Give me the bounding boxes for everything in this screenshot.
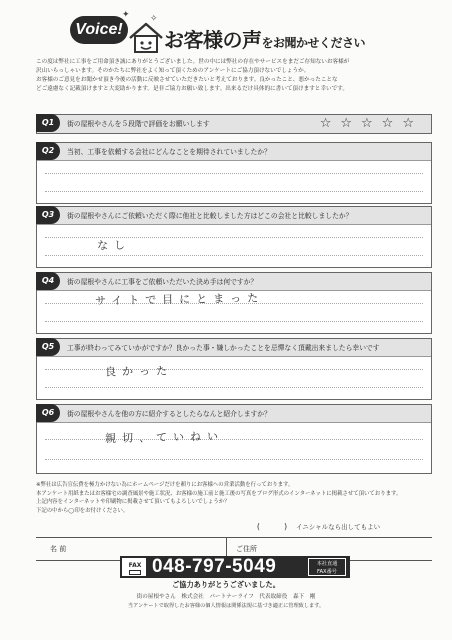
fax-bar — [120, 556, 350, 578]
rating-stars[interactable]: ☆☆☆☆☆ — [319, 116, 423, 131]
answer-line — [45, 387, 423, 388]
answer-line — [45, 459, 423, 460]
voice-badge: Voice! — [70, 16, 128, 44]
question-number: Q2 — [36, 142, 60, 160]
question-text: 街の屋根やさんにご依頼いただく際に他社と比較しました方はどこの会社と比較しましたか？ — [67, 212, 353, 220]
note-line: 上記内容をインターネットや印刷物に掲載させて頂いてもよろしいでしょうか？ — [36, 499, 230, 506]
thanks-message: ご協力ありがとうございました。 — [172, 580, 280, 589]
question-1 — [36, 114, 432, 134]
question-text: 工事が終わってみていかがですか？良かった事・嫌しかったことを忌憚なく頂戴出来ましたら幸いです — [67, 344, 380, 352]
answer-text[interactable]: サイトで目にとまった — [94, 291, 265, 308]
privacy-note: 当アンケートで取得したお客様の個人情報は関係法規に基づき適正に管理致します。 — [127, 603, 325, 609]
note-line: 本アンケート用紙またはお客様宅の調査風景や施工状況、お客様の施工前と施工後の写真をブログ形式のインターネットに掲載させて頂いております。 — [36, 490, 402, 497]
question-number: Q1 — [36, 114, 60, 132]
question-4 — [36, 272, 432, 334]
question-text: 街の屋根やさんに工事をご依頼いただいた決め手は何ですか？ — [67, 278, 258, 286]
answer-text[interactable]: 良かった — [104, 364, 174, 379]
question-3 — [36, 206, 432, 268]
question-header — [37, 405, 431, 423]
question-number: Q5 — [36, 338, 60, 356]
sparkle-icon: ✦ — [122, 10, 130, 20]
question-header — [37, 273, 431, 291]
question-header — [37, 207, 431, 225]
sparkle-icon: ✧ — [150, 14, 158, 24]
question-2 — [36, 142, 432, 204]
intro-line: お客様のご意見をお聞かせ頂き今後の活動に反映させていただきたいと考えております。良かったこと、悪かったことな — [36, 77, 338, 83]
fax-paper-icon — [129, 570, 141, 575]
question-number: Q6 — [36, 404, 60, 422]
answer-line — [45, 255, 423, 256]
consent-notes — [36, 481, 432, 515]
answer-text[interactable]: なし — [96, 238, 132, 253]
intro-line: どご遠慮なく記載頂けますと大変助かります。是非ご協力お願い致します。出来るだけ具体的に書いて頂けますと幸いです。 — [36, 86, 348, 92]
title-main: お客様の声 — [164, 28, 262, 52]
intro-text — [36, 58, 426, 94]
question-5 — [36, 338, 432, 400]
company-info: 街の屋根やさん 株式会社 パートナーライフ 代表取締役 森下 剛 — [136, 594, 316, 600]
fax-number: 048-797-5049 — [152, 556, 277, 577]
fax-icon-label: FAX — [128, 562, 142, 569]
question-header — [37, 339, 431, 357]
question-text: 街の屋根やさんを他の方に紹介するとしたらなんと紹介しますか？ — [67, 410, 271, 418]
address-label: ご住所 — [236, 545, 257, 553]
answer-line — [45, 191, 423, 192]
question-number: Q3 — [36, 206, 60, 224]
question-number: Q4 — [36, 272, 60, 290]
title-suffix: をお聞かせください — [261, 36, 366, 50]
fax-icon — [122, 558, 146, 576]
page-title — [164, 24, 365, 53]
answer-line — [45, 439, 423, 440]
question-header — [37, 115, 431, 133]
intro-line: 沢山いらっしゃいます。そのかたちに弊社をよく知って頂くためのアンケートにご協力頂けないでしょうか。 — [36, 68, 310, 74]
answer-line — [45, 369, 423, 370]
intro-line: この度は弊社に工事をご用命頂き誠にありがとうございました。世の中には弊社の存在やサービスをまだご存知ないお客様が — [36, 59, 350, 65]
note-line: ※弊社は広告宣伝費を極力かけない為にホームページだけを頼りにお客様への営業活動を行っております。 — [36, 482, 294, 488]
question-text: 街の屋根やさんを５段階で評価をお願いします — [67, 120, 210, 128]
initial-option-label: イニシャルなら出してもよい — [296, 523, 381, 531]
fax-tag — [308, 558, 346, 576]
question-6 — [36, 404, 432, 474]
note-line: 下記の中から◯印をお付けください。 — [36, 507, 129, 514]
fax-tag-line: FAX番号 — [317, 569, 337, 575]
answer-text[interactable]: 親切、ていねい — [104, 429, 225, 446]
initial-circle-option[interactable]: ( ) — [256, 522, 288, 531]
fax-tag-line: 本社直通 — [316, 561, 338, 567]
answer-line — [45, 173, 423, 174]
answer-line — [45, 321, 423, 322]
question-text: 当初、工事を依頼する会社にどんなことを期待されていましたか？ — [67, 148, 271, 156]
question-header — [37, 143, 431, 161]
house-icon — [126, 20, 166, 54]
name-label: 名 前 — [50, 545, 67, 553]
